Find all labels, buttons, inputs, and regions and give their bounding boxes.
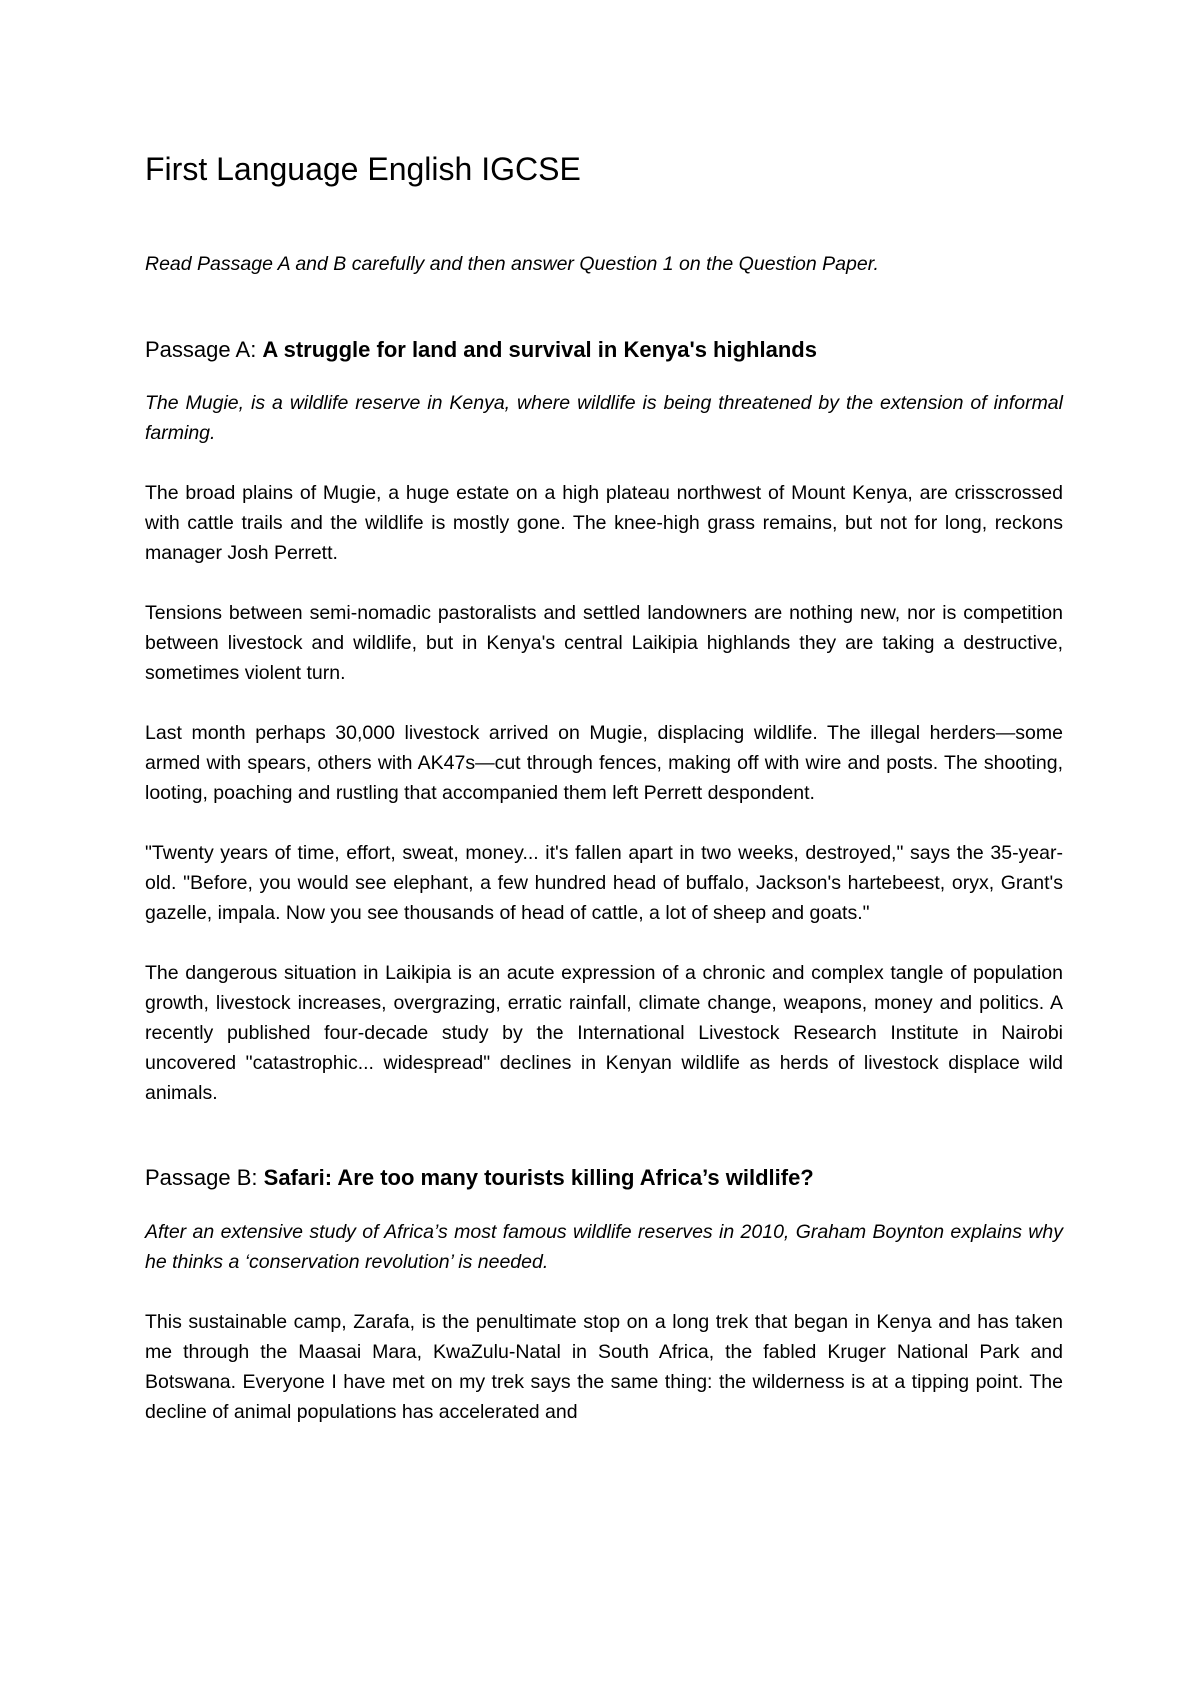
passage-a-paragraph-4: "Twenty years of time, effort, sweat, money... it's fallen apart in two weeks, destroyed," says the 35-year-old. "Before, you would see elephant, a few hundred head of buffalo, Jackson's hartebeest, oryx, Grant's gazelle, impala. Now you see thousands of head of cattle, a lot of sheep and goats." [145,842,1063,925]
passage-a-title: A struggle for land and survival in Kenya's highlands [262,336,817,362]
passage-b-paragraph-1: This sustainable camp, Zarafa, is the penultimate stop on a long trek that began in Kenya and has taken me through the Maasai Mara, KwaZulu-Natal in South Africa, the fabled Kruger National Park and Botswana. Everyone I have met on my trek says the same thing: the wilderness is at a tipping point. The decline of animal populations has accelerated and [145,1310,1063,1423]
passage-a-heading [145,336,1063,365]
passage-a-paragraph-2: Tensions between semi-nomadic pastoralists and settled landowners are nothing new, nor is competition between livestock and wildlife, but in Kenya's central Laikipia highlands they are taking a destructive, sometimes violent turn. [145,602,1063,685]
passage-a-paragraph-5: The dangerous situation in Laikipia is an acute expression of a chronic and complex tangle of population growth, livestock increases, overgrazing, erratic rainfall, climate change, weapons, money and politics. A recently published four-decade study by the International Livestock Research Institute in Nairobi uncovered "catastrophic... widespread" declines in Kenyan wildlife as herds of livestock displace wild animals. [145,962,1063,1105]
passage-b-heading [145,1164,1063,1193]
instruction-text: Read Passage A and B carefully and then answer Question 1 on the Question Paper. [145,253,879,276]
passage-a-paragraph-3: Last month perhaps 30,000 livestock arrived on Mugie, displacing wildlife. The illegal herders—some armed with spears, others with AK47s—cut through fences, making off with wire and posts. The shooting, looting, poaching and rustling that accompanied them left Perrett despondent. [145,722,1063,805]
passage-a-label: Passage A: [145,336,263,362]
passage-b-title: Safari: Are too many tourists killing Africa’s wildlife? [263,1165,814,1191]
passage-a-intro: The Mugie, is a wildlife reserve in Kenya, where wildlife is being threatened by the extension of informal farming. [145,392,1063,445]
document-title: First Language English IGCSE [145,151,581,187]
passage-b-label: Passage B: [145,1165,264,1191]
document-page [145,150,1063,1427]
passage-b-intro: After an extensive study of Africa’s most famous wildlife reserves in 2010, Graham Boynton explains why he thinks a ‘conservation revolution’ is needed. [145,1220,1063,1273]
passage-a-paragraph-1: The broad plains of Mugie, a huge estate on a high plateau northwest of Mount Kenya, are crisscrossed with cattle trails and the wildlife is mostly gone. The knee-high grass remains, but not for long, reckons manager Josh Perrett. [145,482,1063,565]
